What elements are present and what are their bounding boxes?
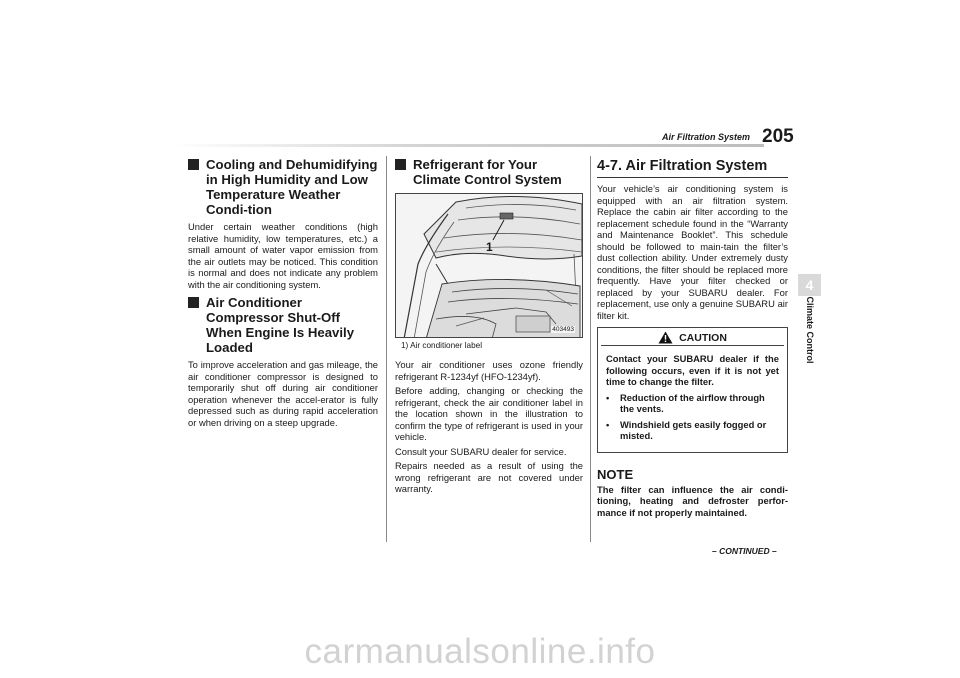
column-right [597, 157, 788, 518]
square-bullet-icon [188, 297, 199, 308]
figure-callout-number: 1 [486, 240, 493, 254]
caution-body [598, 346, 787, 452]
column-left [188, 157, 378, 431]
section-heading-air-filtration: 4-7. Air Filtration System [597, 157, 788, 178]
paragraph-cooling: Under certain weather conditions (high relative humidity, low temperatures, etc.) a small amount of water vapor emission from the air outlets may be noticed. This condition is normal and does not indicate any problem with the air conditioning system. [188, 221, 378, 290]
square-bullet-icon [188, 159, 199, 170]
figure-engine-hood-illustration [395, 193, 583, 338]
paragraph-compressor: To improve acceleration and gas mileage, the air conditioner compressor is designed to temporarily shut off during air conditioner operation whenever the accel-erator is fully depressed such as during rapid acceleration or when driving on a steep upgrade. [188, 359, 378, 428]
caution-bullet: • Windshield gets easily fogged or misted. [606, 418, 767, 441]
figure-caption: 1) Air conditioner label [401, 341, 483, 350]
heading-refrigerant: Refrigerant for Your Climate Control System [395, 157, 583, 187]
square-bullet-icon [395, 159, 406, 170]
caution-box [597, 327, 788, 453]
running-header-title: Air Filtration System [661, 132, 750, 142]
figure-id: 403493 [552, 326, 574, 333]
paragraph-warranty: Repairs needed as a result of using the wrong refrigerant are not covered under warranty. [395, 460, 583, 494]
note-text: The filter can influence the air condi-tioning, heating and defroster perfor-mance if not properly maintained. [597, 483, 788, 518]
paragraph-check-label: Before adding, changing or checking the refrigerant, check the air conditioner label in the location shown in the illustration to confirm the type of refrigerant is used in your vehicle. [395, 385, 583, 442]
caution-header [601, 328, 784, 346]
heading-compressor-shutoff: Air Conditioner Compressor Shut-Off When Engine Is Heavily Loaded [188, 295, 378, 355]
caution-label: CAUTION [679, 331, 727, 344]
bullet-dot-icon: • [606, 391, 610, 403]
chapter-tab-number: 4 [805, 277, 814, 293]
heading-cooling-dehumidifying: Cooling and Dehumidifying in High Humidity and Low Temperature Weather Condi-tion [188, 157, 378, 217]
watermark: carmanualsonline.info [304, 632, 656, 671]
caution-intro: Contact your SUBARU dealer if the following occurs, even if it is not yet time to change the filter. [606, 353, 779, 387]
continued-marker: – CONTINUED – [712, 546, 777, 556]
paragraph-air-filtration-intro: Your vehicle’s air conditioning system is equipped with an air filtration system. Replace the cabin air filter according to the replacement schedule found in the “Warranty and Maintenance Booklet”. This schedule should be followed to main-tain the filter’s dust collection ability. Under extremely dusty conditions, the filter should be replaced more frequently. Have your filter checked or replaced by your SUBARU dealer. For replacement, use only a genuine SUBARU air filter kit. [597, 183, 788, 321]
bullet-dot-icon: • [606, 418, 610, 430]
caution-bullet: • Reduction of the airflow through the vents. [606, 391, 765, 414]
hood-illustration-drawing [396, 194, 583, 338]
paragraph-consult-dealer: Consult your SUBARU dealer for service. [395, 445, 567, 457]
column-divider [386, 156, 387, 542]
column-middle [395, 157, 583, 498]
column-divider [590, 156, 591, 542]
note-heading: NOTE [597, 466, 634, 482]
chapter-tab-label: Climate Control [805, 296, 815, 364]
air-conditioner-label-icon [500, 213, 513, 219]
paragraph-refrigerant-type: Your air conditioner uses ozone friendly refrigerant R-1234yf (HFO-1234yf). [395, 359, 583, 382]
page-number: 205 [762, 126, 794, 147]
warning-triangle-icon [658, 331, 673, 344]
header-rule [174, 144, 764, 147]
